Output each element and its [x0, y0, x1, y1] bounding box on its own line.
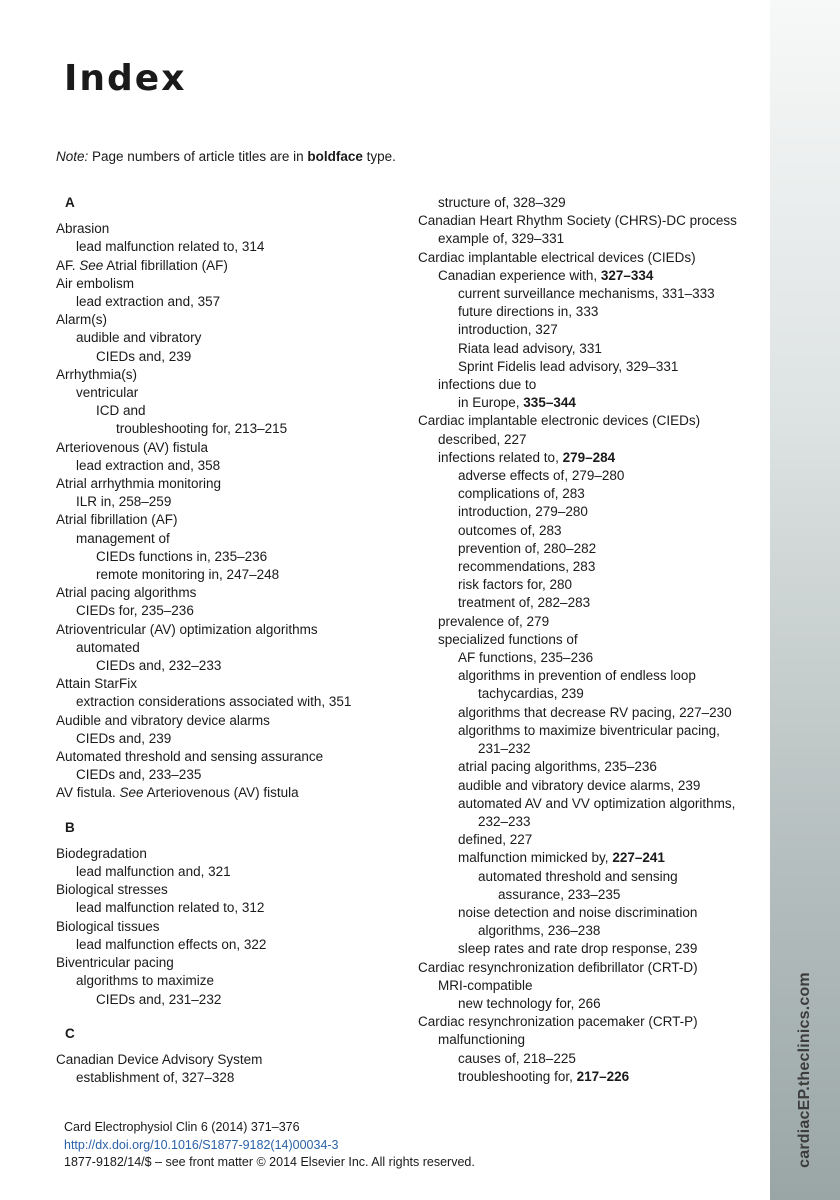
entry-text: audible and vibratory device alarms, 239 [458, 777, 701, 793]
entry-text: extraction considerations associated with, 351 [76, 694, 352, 710]
note-text: Page numbers of article titles are in [88, 149, 308, 164]
index-subentry [418, 522, 763, 540]
index-subentry [418, 849, 763, 867]
entry-text: algorithms to maximize biventricular pacing, [458, 722, 720, 738]
entry-text: Attain StarFix [56, 676, 138, 692]
entry-text: algorithms, 236–238 [478, 923, 601, 939]
index-subentry [56, 972, 416, 990]
entry-text: ventricular [76, 385, 139, 401]
entry-text: CIEDs and, 231–232 [96, 991, 222, 1007]
entry-text: treatment of, 282–283 [458, 595, 591, 611]
index-entry [56, 954, 416, 972]
index-subentry [418, 631, 763, 649]
entry-text: Cardiac implantable electrical devices (CIEDs) [418, 249, 696, 265]
entry-text: specialized functions of [438, 631, 578, 647]
index-subentry [418, 1068, 763, 1086]
entry-text: algorithms that decrease RV pacing, 227–230 [458, 704, 732, 720]
entry-text: troubleshooting for, [458, 1068, 577, 1084]
entry-text: audible and vibratory [76, 330, 202, 346]
index-subentry [418, 685, 763, 703]
entry-text: automated threshold and sensing [478, 868, 678, 884]
entry-text: Atrial pacing algorithms [56, 585, 197, 601]
article-page-range: 335–344 [523, 395, 576, 411]
index-subentry [418, 194, 763, 212]
index-subentry [56, 420, 416, 438]
index-entry [56, 275, 416, 293]
entry-text: algorithms in prevention of endless loop [458, 668, 696, 684]
note-bold-word: boldface [307, 149, 363, 164]
index-section-letter: A [65, 195, 75, 210]
footer-rights: 1877-9182/14/$ – see front matter © 2014 Elsevier Inc. All rights reserved. [64, 1155, 475, 1169]
index-subentry [418, 667, 763, 685]
index-subentry [418, 303, 763, 321]
entry-text: Canadian Heart Rhythm Society (CHRS)-DC process [418, 213, 737, 229]
entry-text: Cardiac implantable electronic devices (CIEDs) [418, 413, 701, 429]
see-reference: See [119, 785, 144, 801]
article-page-range: 279–284 [562, 449, 616, 465]
entry-text: lead malfunction effects on, 322 [76, 936, 267, 952]
index-subentry [56, 457, 416, 475]
index-subentry [56, 402, 416, 420]
entry-text: malfunctioning [438, 1032, 526, 1048]
entry-text: remote monitoring in, 247–248 [96, 567, 280, 583]
index-subentry [418, 467, 763, 485]
index-subentry [56, 293, 416, 311]
index-subentry [418, 1050, 763, 1068]
page-title: Index [64, 58, 187, 99]
index-subentry [418, 230, 763, 248]
article-page-range: 227–241 [612, 850, 665, 866]
entry-text: automated AV and VV optimization algorithms, [458, 795, 736, 811]
footer-citation: Card Electrophysiol Clin 6 (2014) 371–376 [64, 1120, 300, 1134]
journal-website-text: cardiacEP.theclinics.com [796, 972, 813, 1168]
entry-text: current surveillance mechanisms, 331–333 [458, 286, 715, 302]
index-entry [56, 784, 416, 802]
index-subentry [418, 267, 763, 285]
entry-text: AF functions, 235–236 [458, 650, 594, 666]
entry-text: Automated threshold and sensing assurance [56, 749, 324, 765]
index-subentry [418, 594, 763, 612]
index-subentry [418, 485, 763, 503]
entry-text: atrial pacing algorithms, 235–236 [458, 759, 657, 775]
index-subentry [418, 904, 763, 922]
index-entry [418, 212, 763, 230]
index-subentry [418, 922, 763, 940]
entry-text: example of, 329–331 [438, 231, 565, 247]
index-subentry [418, 376, 763, 394]
article-page-range: 217–226 [576, 1068, 630, 1084]
index-entry [56, 366, 416, 384]
entry-text: described, 227 [438, 431, 527, 447]
entry-text: lead malfunction and, 321 [76, 864, 231, 880]
article-page-range: 327–334 [600, 267, 654, 283]
index-subentry [418, 740, 763, 758]
note-label: Note: [56, 149, 89, 164]
entry-text: prevention of, 280–282 [458, 540, 597, 556]
entry-text: risk factors for, 280 [458, 577, 573, 593]
entry-text: CIEDs for, 235–236 [76, 603, 194, 619]
index-entry [418, 959, 763, 977]
entry-text: assurance, 233–235 [498, 886, 621, 902]
index-subentry [56, 493, 416, 511]
index-subentry [56, 730, 416, 748]
index-entry [56, 712, 416, 730]
index-subentry [56, 1069, 416, 1087]
note-text-end: type. [362, 149, 396, 164]
entry-text: lead malfunction related to, 314 [76, 239, 265, 255]
entry-text: ICD and [96, 403, 146, 419]
entry-text: CIEDs and, 233–235 [76, 767, 202, 783]
entry-text: algorithms to maximize [76, 973, 215, 989]
index-subentry [56, 329, 416, 347]
entry-text: troubleshooting for, 213–215 [116, 421, 288, 437]
entry-text: lead extraction and, 358 [76, 457, 221, 473]
index-subentry [418, 940, 763, 958]
entry-text: introduction, 279–280 [458, 504, 588, 520]
entry-text: 232–233 [478, 813, 531, 829]
section-spacer [56, 1009, 416, 1025]
index-entry [56, 918, 416, 936]
index-column-right [418, 194, 763, 1086]
entry-text: 231–232 [478, 741, 531, 757]
entry-text: future directions in, 333 [458, 304, 599, 320]
index-subentry [56, 348, 416, 366]
entry-text: Canadian experience with, [438, 267, 601, 283]
entry-text: Atrial arrhythmia monitoring [56, 476, 222, 492]
index-subentry [418, 558, 763, 576]
index-subentry [418, 995, 763, 1013]
entry-text: Sprint Fidelis lead advisory, 329–331 [458, 358, 679, 374]
index-entry [418, 1013, 763, 1031]
index-entry [56, 311, 416, 329]
entry-text: Atrial fibrillation (AF) [56, 512, 178, 528]
index-subentry [418, 977, 763, 995]
entry-text: recommendations, 283 [458, 559, 596, 575]
index-section-letter: B [65, 819, 75, 835]
index-subentry [418, 1031, 763, 1049]
index-subentry [418, 649, 763, 667]
entry-text: lead malfunction related to, 312 [76, 900, 265, 916]
index-subentry [418, 831, 763, 849]
entry-text: Arrhythmia(s) [56, 366, 138, 382]
index-subentry [418, 358, 763, 376]
entry-text: Alarm(s) [56, 312, 107, 328]
index-subentry [418, 795, 763, 813]
entry-text: complications of, 283 [458, 486, 585, 502]
entry-text: Abrasion [56, 221, 110, 237]
page-footer [64, 1119, 475, 1172]
index-entry [56, 511, 416, 529]
entry-text: Canadian Device Advisory System [56, 1051, 263, 1067]
index-entry [56, 475, 416, 493]
index-subentry [418, 540, 763, 558]
entry-text: adverse effects of, 279–280 [458, 468, 625, 484]
entry-text: Cardiac resynchronization defibrillator (CRT-D) [418, 959, 698, 975]
journal-website[interactable] [770, 972, 840, 1168]
entry-text: lead extraction and, 357 [76, 294, 221, 309]
index-subentry [418, 722, 763, 740]
entry-text: defined, 227 [458, 832, 533, 848]
index-subentry [418, 613, 763, 631]
index-subentry [418, 449, 763, 467]
index-subentry [418, 503, 763, 521]
entry-text: Riata lead advisory, 331 [458, 340, 602, 356]
index-subentry [418, 394, 763, 412]
index-subentry [56, 566, 416, 584]
index-subentry [56, 899, 416, 917]
index-subentry [418, 431, 763, 449]
index-subentry [56, 639, 416, 657]
entry-text: Biological stresses [56, 882, 168, 898]
index-subentry [56, 602, 416, 620]
index-note [56, 149, 396, 164]
entry-text: CIEDs functions in, 235–236 [96, 548, 268, 564]
index-subentry [56, 863, 416, 881]
entry-text: CIEDs and, 239 [76, 730, 172, 746]
entry-text: Arteriovenous (AV) fistula [56, 439, 209, 455]
entry-text: Biological tissues [56, 918, 160, 934]
index-subentry [56, 238, 416, 256]
entry-text: causes of, 218–225 [458, 1050, 576, 1066]
see-target: Atrial fibrillation (AF) [103, 257, 228, 273]
index-entry [56, 881, 416, 899]
index-column-left [56, 194, 416, 1087]
index-entry [418, 412, 763, 430]
index-entry [56, 220, 416, 238]
index-subentry [56, 936, 416, 954]
entry-text: structure of, 328–329 [438, 195, 566, 210]
index-entry [56, 584, 416, 602]
entry-text: ILR in, 258–259 [76, 494, 172, 510]
index-subentry [56, 991, 416, 1009]
index-subentry [56, 693, 416, 711]
index-subentry [418, 704, 763, 722]
index-subentry [418, 813, 763, 831]
see-reference: See [79, 257, 104, 273]
index-entry [56, 439, 416, 457]
entry-text: infections due to [438, 377, 537, 393]
index-subentry [418, 576, 763, 594]
index-subentry [56, 384, 416, 402]
entry-text: noise detection and noise discrimination [458, 904, 698, 920]
index-subentry [418, 777, 763, 795]
entry-text: AF. [56, 257, 80, 273]
entry-text: automated [76, 639, 140, 655]
index-subentry [418, 285, 763, 303]
entry-text: sleep rates and rate drop response, 239 [458, 941, 698, 957]
entry-text: AV fistula. [56, 785, 120, 801]
entry-text: new technology for, 266 [458, 995, 601, 1011]
entry-text: in Europe, [458, 395, 524, 411]
index-entry [56, 257, 416, 275]
entry-text: Atrioventricular (AV) optimization algorithms [56, 621, 318, 637]
index-entry [56, 1051, 416, 1069]
index-entry [418, 249, 763, 267]
entry-text: outcomes of, 283 [458, 522, 562, 538]
entry-text: Cardiac resynchronization pacemaker (CRT-P) [418, 1014, 698, 1030]
index-subentry [418, 886, 763, 904]
index-entry [56, 845, 416, 863]
index-subentry [56, 530, 416, 548]
entry-text: MRI-compatible [438, 977, 533, 993]
entry-text: management of [76, 530, 170, 546]
index-subentry [418, 340, 763, 358]
index-subentry [418, 758, 763, 776]
entry-text: tachycardias, 239 [478, 686, 584, 702]
entry-text: Air embolism [56, 275, 135, 291]
section-spacer [56, 803, 416, 819]
entry-text: CIEDs and, 232–233 [96, 658, 222, 674]
entry-text: Biodegradation [56, 845, 147, 861]
see-target: Arteriovenous (AV) fistula [143, 785, 299, 801]
entry-text: Audible and vibratory device alarms [56, 712, 270, 728]
index-subentry [418, 321, 763, 339]
index-subentry [56, 657, 416, 675]
entry-text: prevalence of, 279 [438, 613, 550, 629]
entry-text: CIEDs and, 239 [96, 348, 192, 364]
index-section-letter: C [65, 1025, 75, 1041]
entry-text: infections related to, [438, 449, 563, 465]
entry-text: Biventricular pacing [56, 955, 174, 971]
index-entry [56, 621, 416, 639]
entry-text: malfunction mimicked by, [458, 850, 613, 866]
entry-text: introduction, 327 [458, 322, 558, 338]
entry-text: establishment of, 327–328 [76, 1070, 235, 1086]
index-entry [56, 748, 416, 766]
index-subentry [418, 868, 763, 886]
index-subentry [56, 548, 416, 566]
doi-link[interactable]: http://dx.doi.org/10.1016/S1877-9182(14)00034-3 [64, 1137, 339, 1152]
index-entry [56, 675, 416, 693]
index-subentry [56, 766, 416, 784]
